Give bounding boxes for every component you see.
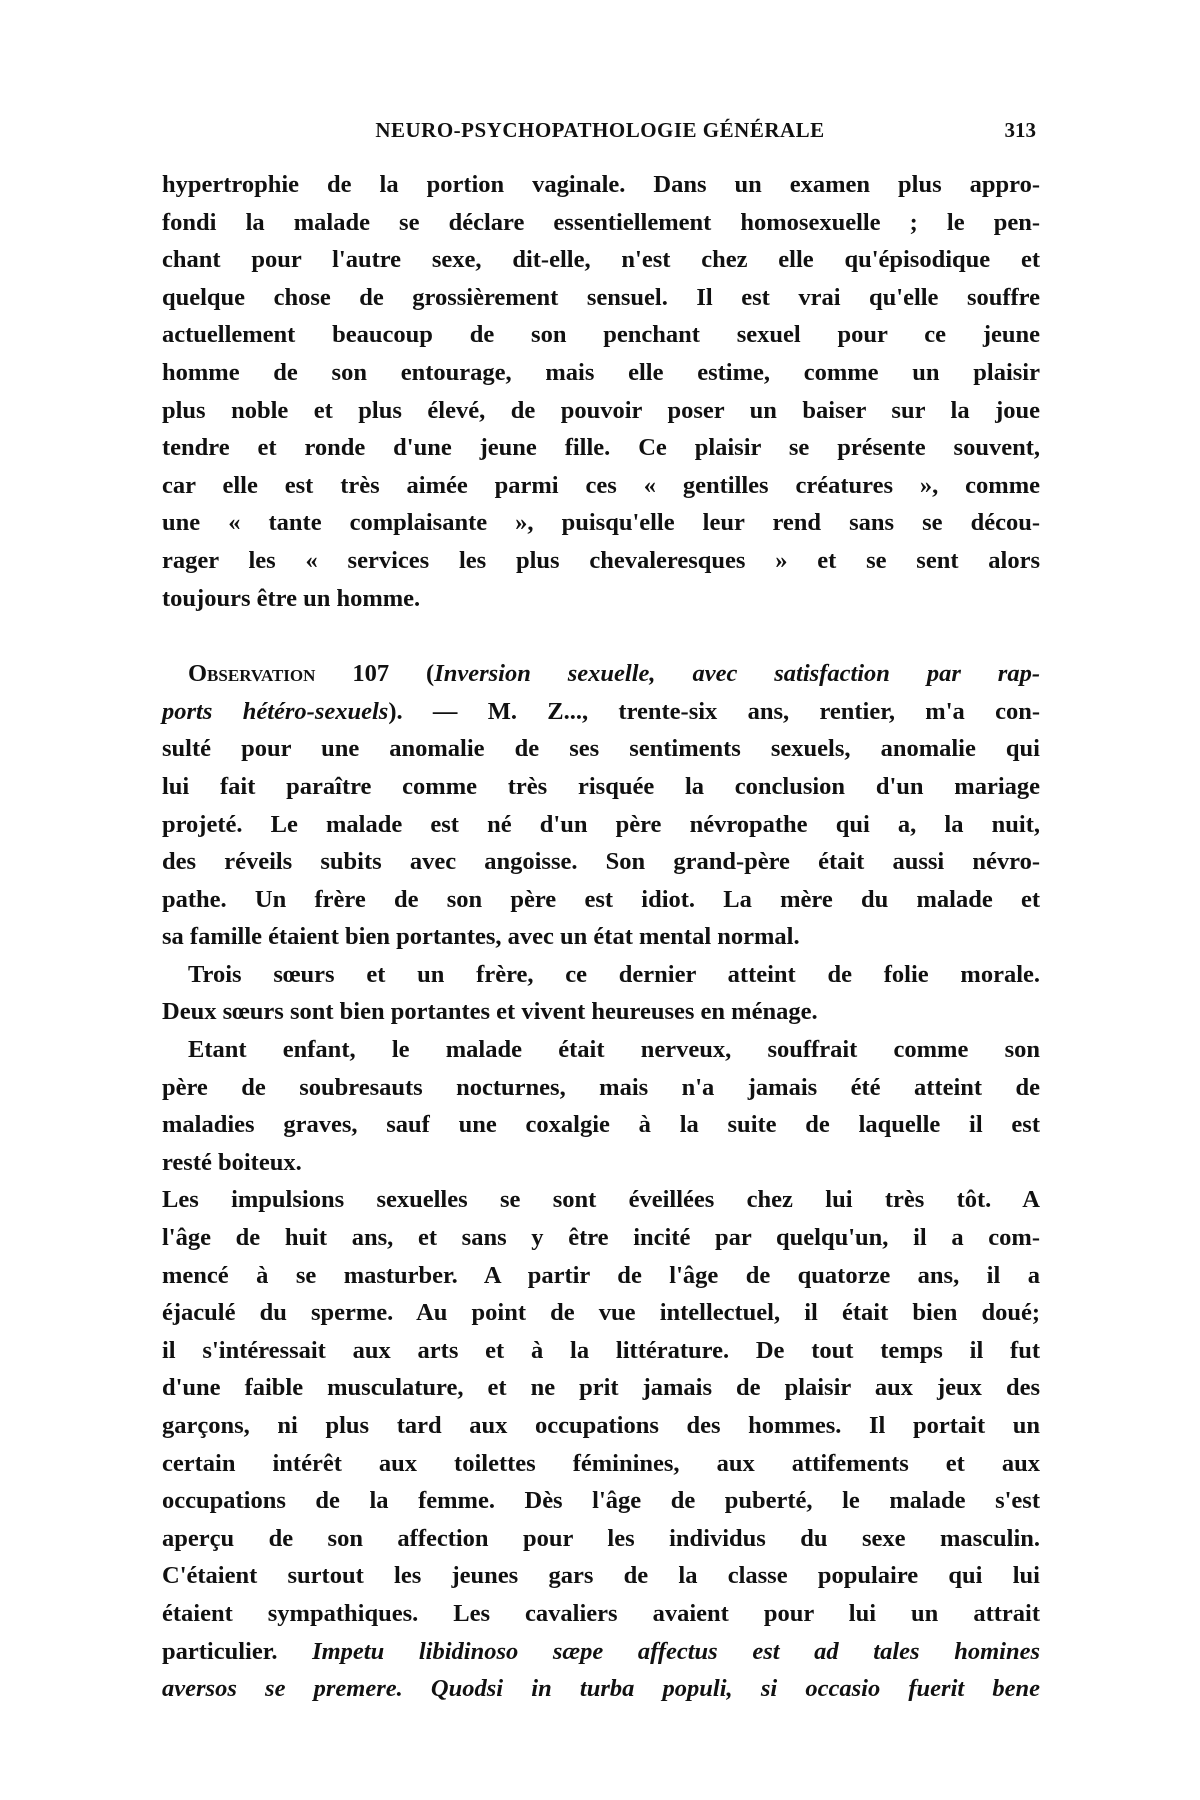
text-segment: homme de son entourage, mais elle estime, comme un plaisir	[162, 358, 1040, 386]
text-segment: une « tante complaisante », puisqu'elle leur rend sans se décou-	[162, 509, 1040, 537]
text-line	[162, 843, 1040, 881]
text-segment: certain intérêt aux toilettes féminines, aux attifements et aux	[162, 1449, 1040, 1477]
text-line	[162, 1369, 1040, 1407]
text-line	[162, 693, 1040, 731]
text-segment: maladies graves, sauf une coxalgie à la suite de laquelle il est	[162, 1111, 1040, 1139]
italic-text: Inversion sexuelle, avec satisfaction par rap-	[434, 660, 1040, 688]
text-line	[162, 918, 1040, 956]
text-segment: pathe. Un frère de son père est idiot. La mère du malade et	[162, 885, 1040, 913]
text-line	[162, 1106, 1040, 1144]
text-line	[162, 1144, 1040, 1182]
text-segment: éjaculé du sperme. Au point de vue intellectuel, il était bien doué;	[162, 1299, 1040, 1327]
text-line	[162, 316, 1040, 354]
paragraph	[162, 1181, 1040, 1707]
paragraph	[162, 166, 1040, 617]
text-line	[162, 504, 1040, 542]
text-segment: lui fait paraître comme très risquée la conclusion d'un mariage	[162, 772, 1040, 800]
text-line	[162, 993, 1040, 1031]
text-segment: tendre et ronde d'une jeune fille. Ce plaisir se présente souvent,	[162, 434, 1040, 462]
text-line	[162, 1557, 1040, 1595]
text-segment: il s'intéressait aux arts et à la littérature. De tout temps il fut	[162, 1336, 1040, 1364]
text-line	[162, 241, 1040, 279]
running-head	[160, 118, 1040, 148]
text-segment: Deux sœurs sont bien portantes et vivent heureuses en ménage.	[162, 998, 818, 1026]
text-segment: resté boiteux.	[162, 1148, 302, 1176]
text-line	[162, 1181, 1040, 1219]
text-segment: rager les « services les plus chevaleresques » et se sent alors	[162, 546, 1040, 574]
text-segment: Observation	[188, 660, 316, 688]
text-segment: mencé à se masturber. A partir de l'âge de quatorze ans, il a	[162, 1261, 1040, 1289]
text-segment: garçons, ni plus tard aux occupations des hommes. Il portait un	[162, 1412, 1040, 1439]
text-line	[162, 768, 1040, 806]
text-segment: chant pour l'autre sexe, dit-elle, n'est chez elle qu'épisodique et	[162, 246, 1040, 274]
text-line	[162, 1633, 1040, 1671]
text-line	[162, 354, 1040, 392]
text-segment: l'âge de huit ans, et sans y être incité par quelqu'un, il a com-	[162, 1224, 1040, 1252]
text-line	[162, 166, 1040, 204]
text-segment: étaient sympathiques. Les cavaliers avaient pour lui un attrait	[162, 1599, 1040, 1627]
text-line	[162, 1670, 1040, 1708]
text-line	[162, 1445, 1040, 1483]
italic-text: Impetu libidinoso sæpe affectus est ad tales homines	[312, 1637, 1040, 1665]
paragraph	[162, 956, 1040, 1031]
text-line	[162, 279, 1040, 317]
text-segment: sa famille étaient bien portantes, avec un état mental normal.	[162, 923, 800, 951]
text-segment: Etant enfant, le malade était nerveux, souffrait comme son	[188, 1036, 1040, 1064]
text-line	[162, 1482, 1040, 1520]
text-line	[162, 467, 1040, 505]
text-line	[162, 542, 1040, 580]
text-segment: des réveils subits avec angoisse. Son grand-père était aussi névro-	[162, 848, 1040, 876]
text-segment: toujours être un homme.	[162, 584, 421, 612]
text-line	[162, 881, 1040, 919]
text-segment: hypertrophie de la portion vaginale. Dans un examen plus appro-	[162, 171, 1040, 198]
page-number: 313	[1004, 118, 1036, 142]
text-segment: actuellement beaucoup de son penchant sexuel pour ce jeune	[162, 321, 1040, 349]
page-body	[162, 166, 1040, 1708]
text-line	[162, 1069, 1040, 1107]
italic-text: aversos se premere. Quodsi in turba populi, si occasio fuerit bene	[162, 1675, 1040, 1703]
text-segment: projeté. Le malade est né d'un père névropathe qui a, la nuit,	[162, 810, 1040, 838]
text-line	[162, 956, 1040, 994]
text-segment: aperçu de son affection pour les individus du sexe masculin.	[162, 1524, 1040, 1552]
running-head-title: NEURO-PSYCHOPATHOLOGIE GÉNÉRALE	[375, 118, 825, 142]
text-segment: C'étaient surtout les jeunes gars de la classe populaire qui lui	[162, 1562, 1040, 1590]
text-line	[162, 1219, 1040, 1257]
text-segment: sulté pour une anomalie de ses sentiments sexuels, anomalie qui	[162, 735, 1040, 763]
text-line	[162, 1520, 1040, 1558]
text-line	[162, 1407, 1040, 1445]
text-segment: Les impulsions sexuelles se sont éveillées chez lui très tôt. A	[162, 1186, 1040, 1214]
text-segment: plus noble et plus élevé, de pouvoir poser un baiser sur la joue	[162, 396, 1040, 424]
text-line	[162, 392, 1040, 430]
text-segment: ). — M. Z..., trente-six ans, rentier, m'a con-	[388, 697, 1040, 725]
paragraph	[162, 655, 1040, 956]
italic-text: ports hétéro-sexuels	[162, 697, 389, 725]
paragraph	[162, 1031, 1040, 1181]
text-segment: quelque chose de grossièrement sensuel. Il est vrai qu'elle souffre	[162, 283, 1040, 311]
text-line	[162, 1332, 1040, 1370]
text-line	[162, 1031, 1040, 1069]
text-line	[162, 655, 1040, 693]
text-segment: 107 (	[315, 660, 435, 688]
text-line	[162, 204, 1040, 242]
text-segment: fondi la malade se déclare essentiellement homosexuelle ; le pen-	[162, 208, 1040, 236]
text-segment: occupations de la femme. Dès l'âge de puberté, le malade s'est	[162, 1487, 1040, 1515]
paragraph-gap	[162, 617, 1040, 655]
text-segment: Trois sœurs et un frère, ce dernier atteint de folie morale.	[188, 960, 1040, 988]
text-line	[162, 806, 1040, 844]
text-line	[162, 730, 1040, 768]
text-line	[162, 429, 1040, 467]
text-line	[162, 1257, 1040, 1295]
text-line	[162, 1294, 1040, 1332]
text-segment: car elle est très aimée parmi ces « gentilles créatures », comme	[162, 471, 1040, 499]
text-line	[162, 580, 1040, 618]
text-line	[162, 1595, 1040, 1633]
text-segment: père de soubresauts nocturnes, mais n'a jamais été atteint de	[162, 1073, 1040, 1101]
text-segment: d'une faible musculature, et ne prit jamais de plaisir aux jeux des	[162, 1374, 1040, 1402]
text-segment: particulier.	[162, 1637, 313, 1665]
